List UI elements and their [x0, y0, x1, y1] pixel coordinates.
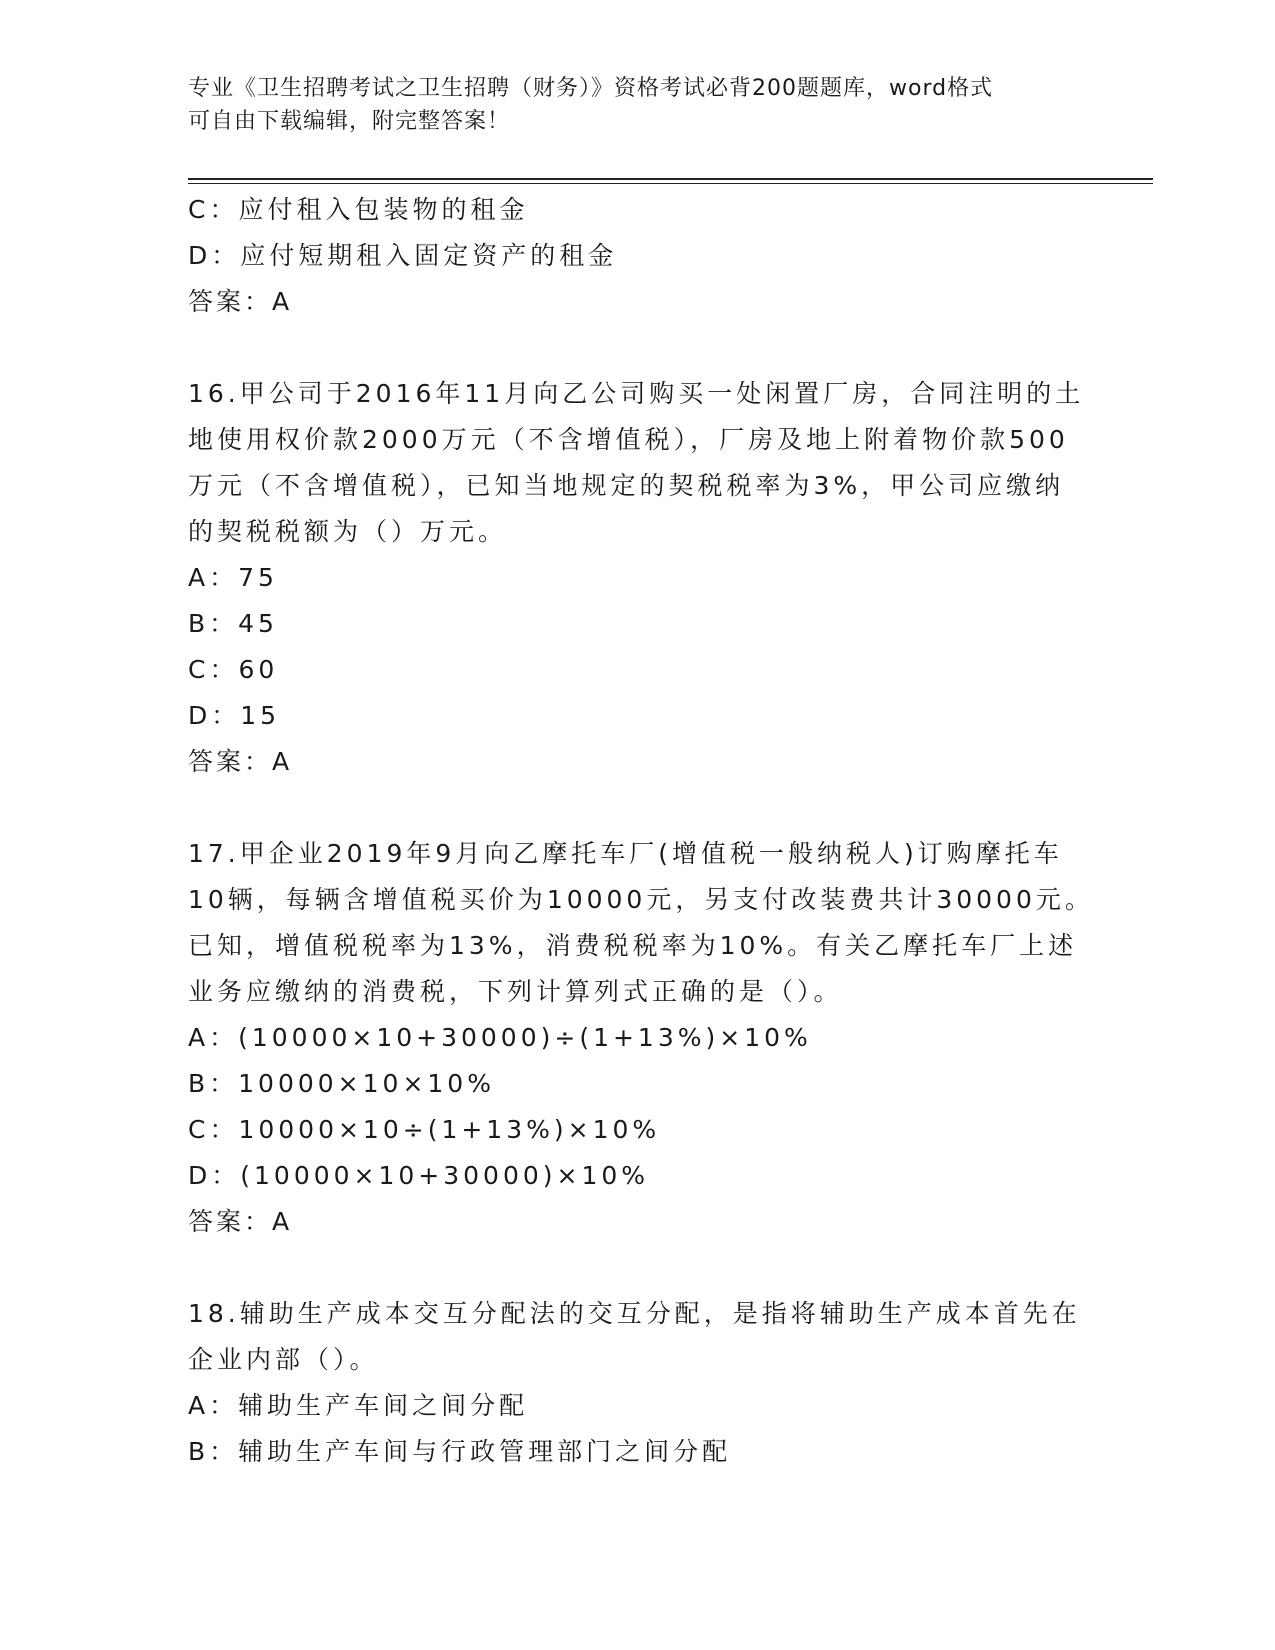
- question-block-16: [188, 371, 1108, 785]
- option-d: D：15: [188, 701, 281, 730]
- question-stem-line: 企业内部（）。: [188, 1345, 379, 1374]
- question-stem-line: 已知，增值税税率为13%，消费税税率为10%。有关乙摩托车厂上述: [188, 931, 1078, 960]
- question-stem-line: 17.甲企业2019年9月向乙摩托车厂(增值税一般纳税人)订购摩托车: [188, 839, 1063, 868]
- question-stem-line: 业务应缴纳的消费税，下列计算列式正确的是（）。: [188, 977, 843, 1006]
- question-block-prev: [188, 187, 1108, 325]
- option-a: A：75: [188, 563, 278, 592]
- question-stem-line: 18.辅助生产成本交互分配法的交互分配，是指将辅助生产成本首先在: [188, 1299, 1081, 1328]
- option-b: B：45: [188, 609, 278, 638]
- question-list: [188, 187, 1108, 1475]
- header-title-line-2: 可自由下载编辑，附完整答案！: [188, 109, 511, 134]
- option-b: B：辅助生产车间与行政管理部门之间分配: [188, 1437, 732, 1466]
- option-c: C：应付租入包装物的租金: [188, 195, 529, 224]
- question-stem-line: 的契税税额为（）万元。: [188, 517, 508, 546]
- option-d: D：应付短期租入固定资产的租金: [188, 241, 618, 270]
- option-d: D：(10000×10+30000)×10%: [188, 1161, 650, 1190]
- question-stem-line: 万元（不含增值税），已知当地规定的契税税率为3%，甲公司应缴纳: [188, 471, 1065, 500]
- answer-line: 答案：A: [188, 1207, 293, 1236]
- option-c: C：60: [188, 655, 279, 684]
- question-block-17: [188, 831, 1108, 1245]
- question-stem-line: 10辆，每辆含增值税买价为10000元，另支付改装费共计30000元。: [188, 885, 1094, 914]
- header-divider-thin: [188, 183, 1153, 184]
- question-block-18: [188, 1291, 1108, 1475]
- question-stem-line: 16.甲公司于2016年11月向乙公司购买一处闲置厂房，合同注明的土: [188, 379, 1085, 408]
- option-c: C：10000×10÷(1+13%)×10%: [188, 1115, 661, 1144]
- header-title-line-1: 专业《卫生招聘考试之卫生招聘（财务）》资格考试必背200题题库，word格式: [188, 76, 994, 101]
- header-divider-thick: [188, 178, 1153, 180]
- document-header: [188, 72, 1088, 138]
- answer-line: 答案：A: [188, 747, 293, 776]
- option-a: A：(10000×10+30000)÷(1+13%)×10%: [188, 1023, 812, 1052]
- answer-line: 答案：A: [188, 287, 293, 316]
- option-b: B：10000×10×10%: [188, 1069, 495, 1098]
- option-a: A：辅助生产车间之间分配: [188, 1391, 529, 1420]
- question-stem-line: 地使用权价款2000万元（不含增值税），厂房及地上附着物价款500: [188, 425, 1069, 454]
